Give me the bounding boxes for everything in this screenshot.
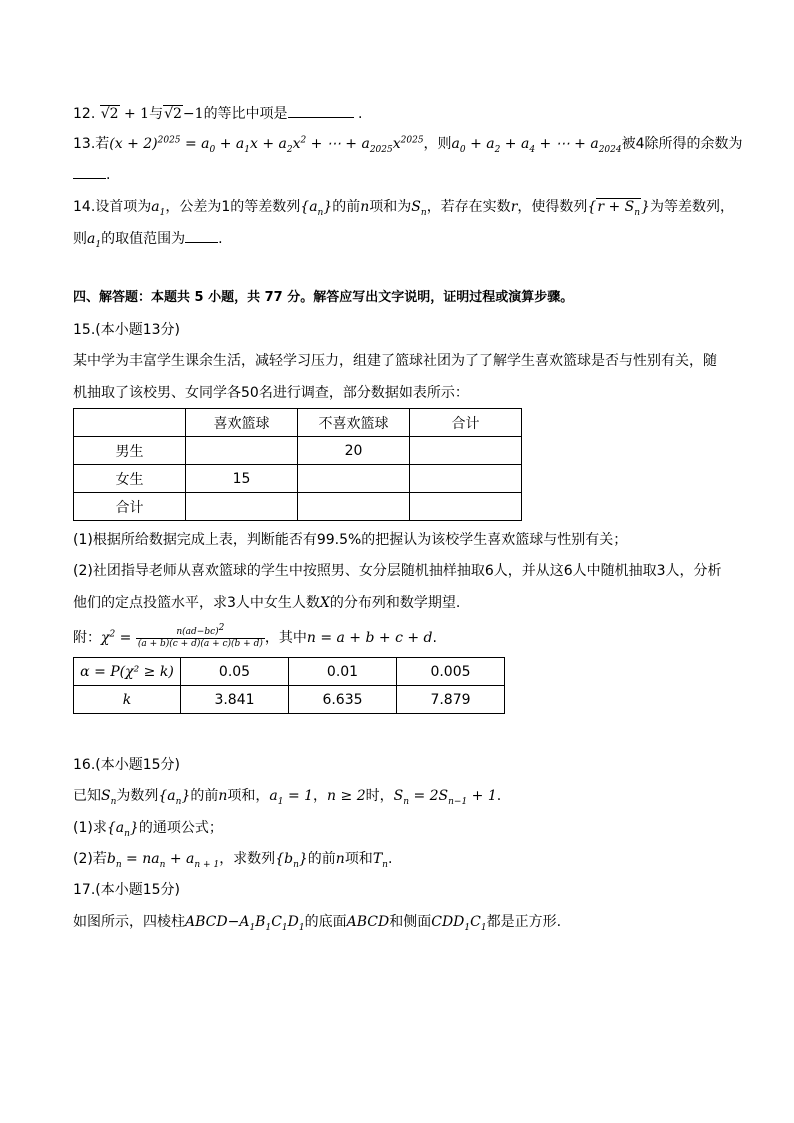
text: 如图所示，四棱柱 xyxy=(73,914,185,930)
table-cell: 0.05 xyxy=(181,658,289,686)
question-17-paragraph: 如图所示，四棱柱$ABCD-A_1B_1C_1D_1$的底面ABCD和侧面$CDD_1C_1$都是正方形. xyxy=(73,914,562,933)
text: 都是正方形. xyxy=(486,914,562,930)
table-cell: 0.01 xyxy=(289,658,397,686)
appendix-formula: 附：$\chi^2$ = $\frac{n(ad-bc)^2}{(a + b)(c + d)(a + c)(b + d)}$ ，其中n = a + b + c + d. xyxy=(73,622,437,649)
question-13 xyxy=(73,134,743,154)
text: 已知 xyxy=(73,788,101,804)
table-cell: α = P(χ² ≥ k) xyxy=(74,658,181,686)
text: 项和 xyxy=(344,851,373,867)
table-row xyxy=(74,465,522,493)
table-cell: k xyxy=(74,686,181,714)
text: 的前 xyxy=(190,788,219,804)
text: ，若存在实数 xyxy=(426,199,511,215)
text: 被4除所得的余数为 xyxy=(621,136,743,152)
question-12: 12. √2 + 1与√2−1的等比中项是 . xyxy=(73,103,362,124)
question-14: 14.设首项为$a_1$，公差为1的等差数列$\{a_n\}$的前n项和为$S_n$，若存在实数r，使得数列$\{r + S_n\}$为等差数列， xyxy=(73,199,734,218)
question-14-line-2: 则$a_1$的取值范围为 . xyxy=(73,228,223,249)
question-15-heading: 15.(本小题13分) xyxy=(73,322,181,338)
question-17-heading: 17.(本小题15分) xyxy=(73,882,181,898)
text: ，求数列 xyxy=(219,851,276,867)
table-header-row xyxy=(74,409,522,437)
table-cell xyxy=(74,409,186,437)
question-15-part-1: (1)根据所给数据完成上表，判断能否有99.5%的把握认为该校学生喜欢篮球与性别有关； xyxy=(73,532,628,548)
question-15-paragraph-2: 机抽取了该校男、女同学各50名进行调查，部分数据如表所示： xyxy=(73,385,469,401)
question-16-part-2: (2)若$b_n = na_n + a_{n + 1}$，求数列$\{b_n\}$的前n项和$T_n$. xyxy=(73,851,393,870)
question-15-part-2-cont: 他们的定点投篮水平，求3人中女生人数X的分布列和数学期望. xyxy=(73,595,461,611)
table-cell xyxy=(410,437,522,465)
table-cell: 合计 xyxy=(410,409,522,437)
section-title: 四、解答题：本题共 5 小题，共 77 分。解答应写出文字说明，证明过程或演算步骤。 xyxy=(73,290,574,305)
text: 的前 xyxy=(307,851,336,867)
text: . xyxy=(432,630,437,646)
table-cell: 合计 xyxy=(74,493,186,521)
critical-value-table xyxy=(73,657,505,714)
table-cell xyxy=(298,465,410,493)
text: 为数列 xyxy=(116,788,159,804)
table-cell: 女生 xyxy=(74,465,186,493)
text: . xyxy=(358,106,363,122)
question-15-paragraph-1: 某中学为丰富学生课余生活，减轻学习压力，组建了篮球社团为了了解学生喜欢篮球是否与性别有关，随 xyxy=(73,353,717,369)
sqrt-2: √2 xyxy=(164,106,182,122)
table-cell xyxy=(186,493,298,521)
survey-table xyxy=(73,408,522,521)
text: 设首项为 xyxy=(95,199,152,215)
text: 为等差数列， xyxy=(649,199,734,215)
math-expression: $a_0 + a_2 + a_4$ + ⋯ + $a_{2024}$ xyxy=(451,136,622,155)
table-cell xyxy=(186,437,298,465)
answer-blank[interactable] xyxy=(185,228,218,243)
question-16-heading: 16.(本小题15分) xyxy=(73,757,181,773)
question-15-part-2: (2)社团指导老师从喜欢篮球的学生中按照男、女分层随机抽样抽取6人，并从这6人中随机抽取3人，分析 xyxy=(73,563,722,579)
answer-blank[interactable] xyxy=(288,103,354,118)
table-cell xyxy=(410,465,522,493)
text: 和侧面 xyxy=(389,914,432,930)
table-cell: 20 xyxy=(298,437,410,465)
table-cell: 0.005 xyxy=(397,658,505,686)
text: 的取值范围为 xyxy=(101,231,186,247)
text: 若 xyxy=(95,136,110,152)
text: 的通项公式； xyxy=(138,820,223,836)
question-number: 13. xyxy=(73,136,96,152)
table-cell: 喜欢篮球 xyxy=(186,409,298,437)
table-row xyxy=(74,686,505,714)
question-16-part-1: (1)求$\{a_n\}$的通项公式； xyxy=(73,820,223,839)
question-16-paragraph: 已知$S_n$为数列$\{a_n\}$的前n项和，$a_1 = 1$，n ≥ 2时，$S_n = 2S_{n-1} + 1$. xyxy=(73,788,502,807)
table-cell: 6.635 xyxy=(289,686,397,714)
text: ，则 xyxy=(423,136,452,152)
table-cell xyxy=(410,493,522,521)
table-row xyxy=(74,658,505,686)
question-number: 14. xyxy=(73,199,96,215)
text: . xyxy=(106,167,111,183)
text: ，公差为1的等差数列 xyxy=(165,199,301,215)
table-cell: 7.879 xyxy=(397,686,505,714)
text: (1)求 xyxy=(73,820,107,836)
sqrt-2: √2 xyxy=(100,106,119,122)
text: 的前 xyxy=(332,199,361,215)
table-cell: 男生 xyxy=(74,437,186,465)
text: 与 xyxy=(149,106,164,122)
table-cell xyxy=(298,493,410,521)
table-cell: 3.841 xyxy=(181,686,289,714)
text: 的分布列和数学期望. xyxy=(329,595,461,611)
text: 的底面 xyxy=(304,914,347,930)
text: (2)若 xyxy=(73,851,107,867)
text: ，使得数列 xyxy=(517,199,588,215)
text: 项和， xyxy=(227,788,270,804)
math-expression: $(x + 2)^{2025} = a_0 + a_1x + a_2x^2$ + ⋯ + $a_{2025}x^{2025}$ xyxy=(109,135,424,155)
answer-blank[interactable] xyxy=(73,164,106,179)
text: 他们的定点投篮水平，求3人中女生人数 xyxy=(73,595,320,611)
table-row xyxy=(74,437,522,465)
text: 则 xyxy=(73,231,87,247)
text: ，其中 xyxy=(264,630,307,646)
table-cell: 不喜欢篮球 xyxy=(298,409,410,437)
table-cell: 15 xyxy=(186,465,298,493)
text: . xyxy=(218,231,223,247)
question-number: 12. xyxy=(73,106,96,122)
question-13-blank-line xyxy=(73,164,110,185)
text: 时， xyxy=(365,788,394,804)
text: 的等比中项是 xyxy=(203,106,288,122)
chi-square-fraction: $\frac{n(ad-bc)^2}{(a + b)(c + d)(a + c)(b + d)}$ xyxy=(137,622,263,649)
text: 附： xyxy=(73,630,101,646)
table-row xyxy=(74,493,522,521)
text: 项和为 xyxy=(369,199,412,215)
